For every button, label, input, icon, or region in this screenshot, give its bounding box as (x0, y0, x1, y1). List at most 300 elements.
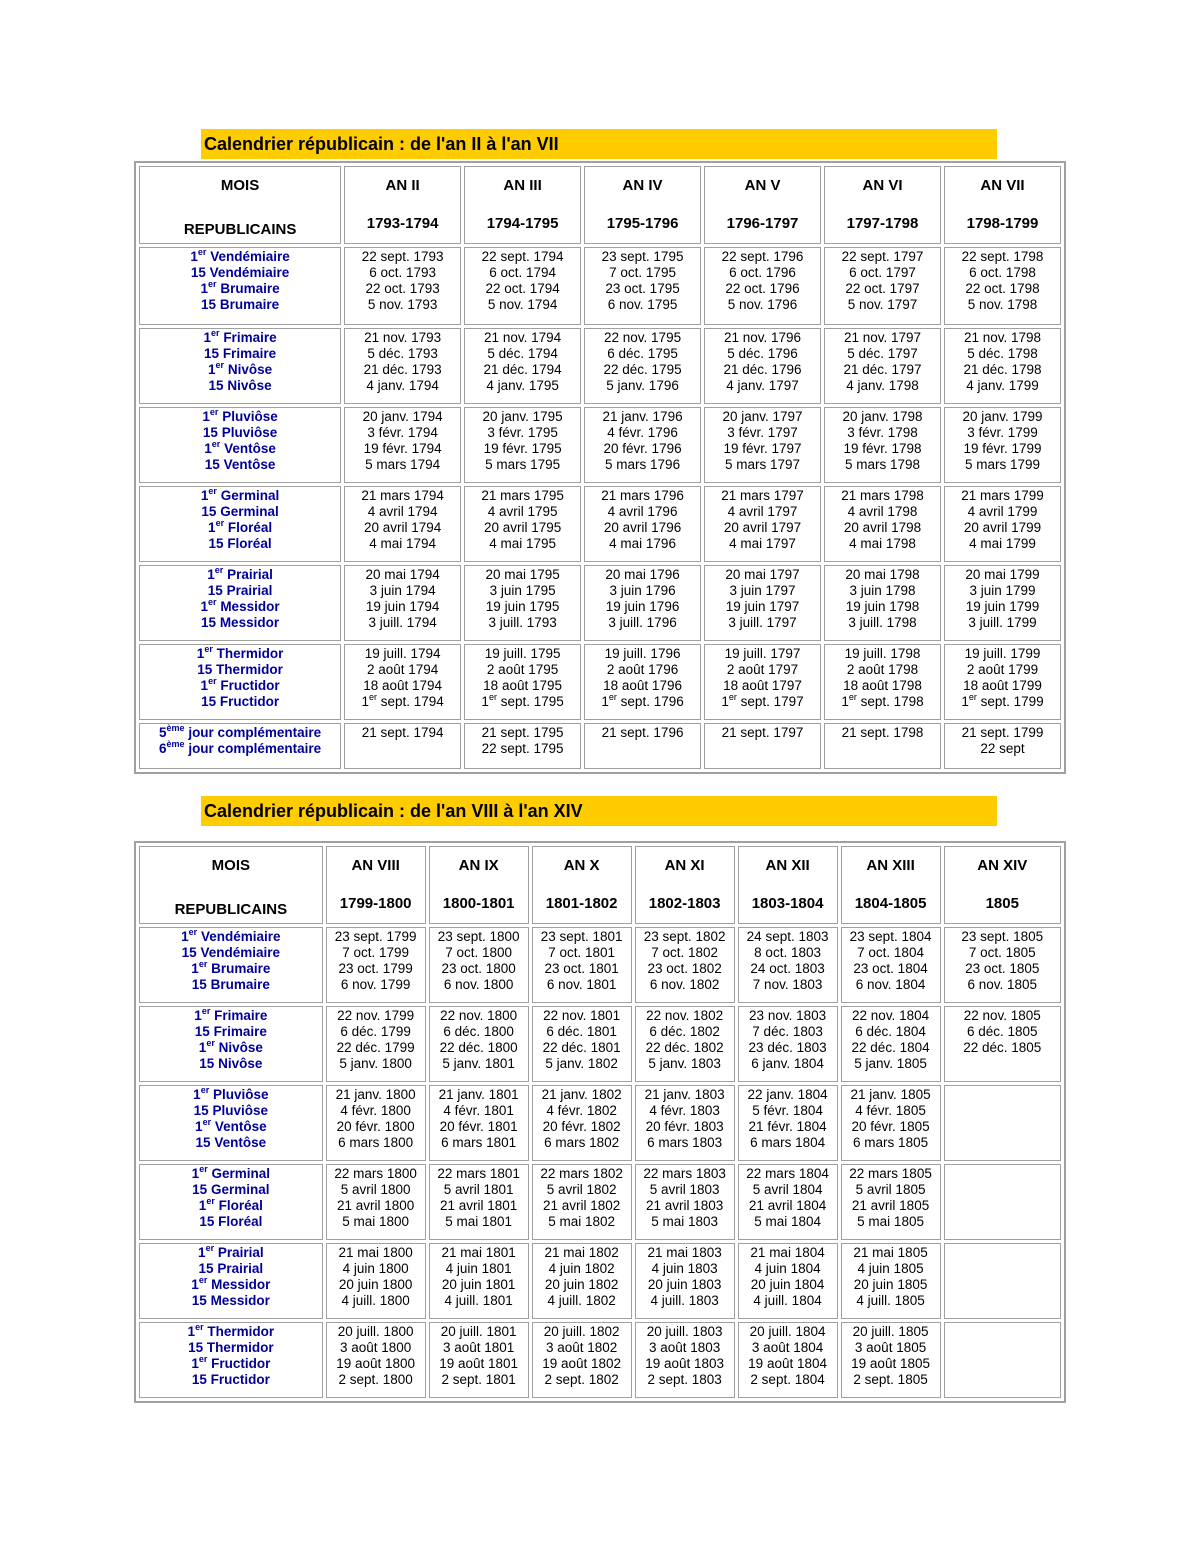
month-label-number: 15 Prairial (207, 583, 273, 598)
month-label (142, 929, 320, 945)
date-value: 21 sept. 1798 (841, 725, 924, 740)
month-label-text: Pluviôse (209, 1087, 269, 1102)
month-label-number: 1 (200, 488, 209, 503)
date-value: 6 déc. 1804 (855, 1024, 926, 1039)
month-label-number: 1 (200, 678, 209, 693)
date-value: 6 mars 1800 (338, 1135, 414, 1150)
date-value: 22 nov. 1802 (646, 1008, 724, 1023)
month-label-suffix: er (198, 1354, 208, 1364)
date-cell (824, 565, 941, 641)
month-label-text: Vendémiaire (206, 249, 290, 264)
month-label (142, 362, 338, 378)
date-value: 4 mai 1795 (489, 536, 556, 551)
year-header (944, 846, 1061, 924)
month-label-number: 15 Vendémiaire (181, 945, 280, 960)
date-cell (584, 486, 701, 562)
month-label-suffix: er (214, 565, 224, 575)
date-value: 20 févr. 1800 (336, 1119, 415, 1134)
date-cell (841, 1322, 941, 1398)
month-label (142, 1008, 320, 1024)
year-header (429, 846, 529, 924)
date-value: 4 juin 1803 (651, 1261, 718, 1276)
date-cell (841, 1243, 941, 1319)
date-value: 20 mai 1798 (845, 567, 920, 582)
month-label-number: 1 (181, 929, 189, 944)
table-row (139, 927, 1061, 1003)
date-value: 3 août 1801 (442, 1340, 515, 1355)
year-header-an: AN III (503, 177, 542, 194)
date-value: 5 mars 1797 (725, 457, 801, 472)
month-label (142, 346, 338, 362)
year-header-an: AN XI (664, 857, 705, 874)
date-value: 6 nov. 1799 (340, 977, 411, 992)
month-label-suffix: er (215, 518, 225, 528)
year-header-an: AN VI (862, 177, 903, 194)
year-header-years: 1794-1795 (486, 215, 559, 232)
month-label-cell (139, 1164, 323, 1240)
date-value: 3 août 1800 (339, 1340, 412, 1355)
date-value: 3 août 1805 (854, 1340, 927, 1355)
date-value: 5 janv. 1805 (854, 1056, 927, 1071)
date-value: 22 sept. 1793 (361, 249, 444, 264)
date-value: 21 avril 1805 (851, 1198, 930, 1213)
year-header-years: 1793-1794 (366, 215, 439, 232)
month-label (142, 1166, 320, 1182)
year-header-years: 1801-1802 (545, 895, 618, 912)
month-label (142, 457, 338, 473)
date-value: 3 févr. 1798 (847, 425, 918, 440)
year-header-an: AN XII (765, 857, 810, 874)
table-row (139, 328, 1061, 404)
date-value: 6 janv. 1804 (751, 1056, 824, 1071)
date-value: 22 mars 1800 (334, 1166, 417, 1181)
date-value: 19 juill. 1797 (724, 646, 801, 661)
month-label-number: 15 Floréal (199, 1214, 263, 1229)
date-value: 20 janv. 1794 (362, 409, 443, 424)
date-value: 19 juin 1798 (845, 599, 920, 614)
date-cell (704, 723, 821, 769)
date-value (587, 694, 698, 710)
date-value: 4 juill. 1803 (650, 1293, 719, 1308)
date-value: 23 déc. 1803 (748, 1040, 827, 1055)
date-cell (635, 1243, 735, 1319)
month-label-number: 15 Ventôse (204, 457, 276, 472)
month-label (142, 504, 338, 520)
month-header-line-1: MOIS (211, 857, 250, 874)
date-value: 5 janv. 1803 (648, 1056, 721, 1071)
date-value: 21 déc. 1797 (843, 362, 922, 377)
month-label-text: Fructidor (207, 1356, 271, 1371)
date-value: 5 déc. 1793 (367, 346, 438, 361)
date-value: 6 nov. 1800 (443, 977, 514, 992)
date-cell (738, 1085, 838, 1161)
date-value: 5 déc. 1794 (487, 346, 558, 361)
date-value: 23 sept. 1805 (961, 929, 1044, 944)
date-cell (704, 486, 821, 562)
date-value: 18 août 1798 (843, 678, 922, 693)
date-value: 4 janv. 1795 (486, 378, 559, 393)
date-value: 20 avril 1795 (483, 520, 562, 535)
month-label-cell (139, 247, 341, 325)
date-cell (532, 1164, 632, 1240)
month-label-text: Germinal (207, 1166, 270, 1181)
month-label-suffix: er (201, 1006, 211, 1016)
date-value: 2 sept. 1805 (853, 1372, 928, 1387)
date-value: 23 sept. 1799 (334, 929, 417, 944)
date-cell (429, 1322, 529, 1398)
date-cell (429, 1006, 529, 1082)
date-value: 22 nov. 1799 (337, 1008, 415, 1023)
month-label-suffix: er (197, 247, 207, 257)
date-value: 4 avril 1794 (367, 504, 438, 519)
date-value: 19 août 1802 (542, 1356, 622, 1371)
date-cell (944, 723, 1061, 769)
date-value: 23 sept. 1802 (643, 929, 726, 944)
date-value: 4 juin 1804 (754, 1261, 821, 1276)
date-value: 20 janv. 1795 (482, 409, 563, 424)
date-value: 20 juin 1802 (544, 1277, 619, 1292)
month-label (142, 1293, 320, 1309)
date-value-suffix: er (368, 692, 377, 702)
month-label (142, 249, 338, 265)
date-value (707, 694, 818, 710)
month-label-suffix: er (200, 1085, 210, 1095)
date-value: 4 avril 1795 (487, 504, 558, 519)
date-value-suffix: er (728, 692, 737, 702)
month-label-number: 15 Germinal (201, 504, 279, 519)
date-cell (464, 407, 581, 483)
date-value-number: 1 (841, 694, 849, 709)
date-value: 3 juin 1799 (969, 583, 1036, 598)
date-value: 21 mars 1794 (361, 488, 444, 503)
year-header-years: 1797-1798 (846, 215, 919, 232)
date-value: 21 mars 1798 (841, 488, 924, 503)
date-value: 21 avril 1803 (645, 1198, 724, 1213)
date-cell (944, 644, 1061, 720)
year-header-an: AN IX (458, 857, 499, 874)
date-value-text: sept. 1798 (856, 694, 924, 709)
month-label (142, 977, 320, 993)
month-header-line-2: REPUBLICAINS (174, 901, 288, 918)
date-value: 3 juin 1796 (609, 583, 676, 598)
date-value: 4 juill. 1805 (856, 1293, 925, 1308)
month-label-number: 15 Brumaire (191, 977, 270, 992)
date-value: 19 août 1800 (336, 1356, 416, 1371)
date-value: 20 juin 1800 (338, 1277, 413, 1292)
date-cell (584, 565, 701, 641)
date-value: 5 nov. 1796 (727, 297, 798, 312)
date-value: 19 juin 1794 (365, 599, 440, 614)
date-cell (635, 927, 735, 1003)
table-1-title: Calendrier républicain : de l'an II à l'an VII (201, 129, 997, 159)
date-value: 20 avril 1797 (723, 520, 802, 535)
date-value: 5 avril 1800 (340, 1182, 411, 1197)
date-value-number: 1 (361, 694, 369, 709)
date-cell (429, 1243, 529, 1319)
month-label (142, 583, 338, 599)
date-value: 20 juill. 1802 (543, 1324, 620, 1339)
date-value: 20 janv. 1798 (842, 409, 923, 424)
month-label-suffix: er (202, 1117, 212, 1127)
date-value (467, 694, 578, 710)
date-value: 6 oct. 1797 (849, 265, 916, 280)
date-value: 6 oct. 1796 (729, 265, 796, 280)
date-value: 4 févr. 1801 (443, 1103, 514, 1118)
month-label-number: 1 (187, 1324, 196, 1339)
table-row (139, 1085, 1061, 1161)
month-label (142, 1040, 320, 1056)
month-header-line-2: REPUBLICAINS (183, 221, 297, 238)
date-value: 4 juill. 1802 (547, 1293, 616, 1308)
date-value: 6 déc. 1805 (967, 1024, 1038, 1039)
year-header-an: AN V (744, 177, 781, 194)
date-value: 23 sept. 1795 (601, 249, 684, 264)
month-label-suffix: er (211, 439, 221, 449)
month-header (139, 846, 323, 924)
date-value: 21 nov. 1797 (843, 330, 922, 345)
date-value: 4 févr. 1803 (649, 1103, 720, 1118)
month-label-number: 1 (200, 599, 209, 614)
date-value: 21 mai 1801 (441, 1245, 516, 1260)
month-label-number: 1 (193, 1087, 201, 1102)
date-cell (344, 486, 461, 562)
month-label (142, 1056, 320, 1072)
date-value: 21 mars 1796 (601, 488, 684, 503)
date-value: 7 oct. 1804 (857, 945, 924, 960)
month-label-cell (139, 927, 323, 1003)
date-cell (464, 328, 581, 404)
date-value: 22 sept. 1798 (961, 249, 1044, 264)
year-header-an: AN VII (980, 177, 1025, 194)
date-cell (584, 723, 701, 769)
date-cell (635, 1322, 735, 1398)
year-header (635, 846, 735, 924)
year-header-an: AN IV (622, 177, 663, 194)
date-value: 22 nov. 1801 (543, 1008, 621, 1023)
date-value: 22 sept. 1794 (481, 249, 564, 264)
month-label-text: jour complémentaire (184, 741, 322, 756)
month-label (142, 599, 338, 615)
date-value: 20 mai 1795 (485, 567, 560, 582)
month-label-number: 1 (191, 1277, 199, 1292)
date-cell (344, 565, 461, 641)
date-value: 21 janv. 1800 (335, 1087, 416, 1102)
month-label-suffix: er (206, 1196, 215, 1206)
month-label (142, 1261, 320, 1277)
date-value: 4 avril 1798 (847, 504, 918, 519)
date-value: 4 janv. 1799 (966, 378, 1039, 393)
date-value: 4 févr. 1802 (546, 1103, 617, 1118)
date-value: 23 sept. 1804 (849, 929, 932, 944)
month-label-number: 1 (208, 520, 216, 535)
date-cell (944, 328, 1061, 404)
date-cell (944, 407, 1061, 483)
date-value: 5 mars 1796 (605, 457, 681, 472)
date-value: 19 août 1804 (748, 1356, 827, 1371)
table-row (139, 247, 1061, 325)
date-cell (944, 1085, 1061, 1161)
date-value: 19 juill. 1796 (604, 646, 681, 661)
month-label-number: 1 (195, 1119, 203, 1134)
month-label-cell (139, 1322, 323, 1398)
date-value: 22 oct. 1798 (965, 281, 1040, 296)
month-label-suffix: er (211, 328, 220, 338)
date-value: 22 déc. 1800 (439, 1040, 518, 1055)
date-value: 5 mai 1800 (342, 1214, 410, 1229)
year-header (344, 166, 461, 244)
year-header-an: AN VIII (351, 857, 400, 874)
month-label (142, 1135, 320, 1151)
month-label (142, 945, 320, 961)
month-label-text: Vendémiaire (197, 929, 281, 944)
date-cell (824, 328, 941, 404)
date-value: 7 oct. 1805 (968, 945, 1036, 960)
month-label-number: 15 Thermidor (197, 662, 283, 677)
date-value: 21 mai 1800 (338, 1245, 413, 1260)
date-value: 22 mars 1804 (746, 1166, 829, 1181)
month-label (142, 1119, 320, 1135)
date-value: 22 mars 1805 (849, 1166, 932, 1181)
month-label-text: Frimaire (219, 330, 277, 345)
month-label-cell (139, 1085, 323, 1161)
date-value: 20 avril 1796 (603, 520, 682, 535)
month-label-text: Prairial (214, 1245, 264, 1260)
date-value: 5 janv. 1802 (545, 1056, 618, 1071)
date-cell (738, 1322, 838, 1398)
date-value: 20 févr. 1805 (851, 1119, 930, 1134)
date-value: 20 juin 1801 (441, 1277, 516, 1292)
date-value: 18 août 1797 (723, 678, 802, 693)
month-label-number: 1 (194, 1008, 202, 1023)
date-cell (429, 927, 529, 1003)
date-value-suffix: er (968, 692, 977, 702)
date-value: 6 nov. 1795 (607, 297, 678, 312)
date-cell (429, 1164, 529, 1240)
date-value: 4 mai 1796 (609, 536, 676, 551)
date-value: 23 oct. 1801 (544, 961, 619, 976)
date-value: 22 janv. 1804 (747, 1087, 828, 1102)
date-value: 20 juin 1803 (647, 1277, 722, 1292)
month-label (142, 1103, 320, 1119)
date-value-text: sept. 1799 (976, 694, 1044, 709)
date-cell (824, 723, 941, 769)
date-value: 20 juill. 1804 (749, 1324, 826, 1339)
date-value: 22 oct. 1793 (365, 281, 440, 296)
month-label-number: 15 Prairial (198, 1261, 264, 1276)
date-cell (532, 1322, 632, 1398)
date-cell (584, 247, 701, 325)
month-label-suffix: er (204, 644, 213, 654)
date-value: 22 mars 1801 (437, 1166, 520, 1181)
date-value: 2 sept. 1801 (441, 1372, 516, 1387)
date-value: 22 nov. 1805 (963, 1008, 1041, 1023)
month-label-text: Nivôse (214, 1040, 263, 1055)
year-header-years: 1799-1800 (339, 895, 412, 912)
date-value: 22 oct. 1794 (485, 281, 560, 296)
date-value: 19 août 1803 (645, 1356, 725, 1371)
date-value: 20 janv. 1797 (722, 409, 803, 424)
date-cell (584, 644, 701, 720)
month-label-text: Messidor (207, 1277, 271, 1292)
year-header (704, 166, 821, 244)
date-value: 22 déc. 1804 (851, 1040, 930, 1055)
month-label (142, 615, 338, 631)
date-value: 5 nov. 1793 (367, 297, 438, 312)
date-cell (532, 1085, 632, 1161)
date-cell (326, 1164, 426, 1240)
date-cell (464, 723, 581, 769)
date-value: 20 juill. 1805 (852, 1324, 929, 1339)
date-value: 5 nov. 1797 (847, 297, 918, 312)
date-value: 23 oct. 1800 (441, 961, 516, 976)
month-label (142, 1372, 320, 1388)
month-label (142, 1340, 320, 1356)
month-label-suffix: er (195, 1322, 204, 1332)
date-cell (738, 1243, 838, 1319)
date-value: 23 sept. 1801 (540, 929, 623, 944)
table-row (139, 1006, 1061, 1082)
date-value: 3 juill. 1799 (968, 615, 1037, 630)
date-value: 5 mars 1794 (365, 457, 441, 472)
month-label-text: Ventôse (211, 1119, 267, 1134)
date-value: 21 janv. 1803 (644, 1087, 725, 1102)
date-cell (841, 1085, 941, 1161)
year-header-years: 1800-1801 (442, 895, 515, 912)
table-row (139, 1164, 1061, 1240)
date-value: 20 mai 1799 (965, 567, 1040, 582)
date-value: 4 juill. 1800 (341, 1293, 410, 1308)
date-value: 18 août 1799 (963, 678, 1042, 693)
date-cell (704, 565, 821, 641)
date-value: 23 oct. 1795 (605, 281, 680, 296)
date-cell (344, 247, 461, 325)
date-value: 6 déc. 1800 (443, 1024, 514, 1039)
date-value: 6 nov. 1805 (967, 977, 1038, 992)
date-value: 23 oct. 1805 (965, 961, 1040, 976)
month-label-number: 15 Floréal (208, 536, 272, 551)
date-value: 5 avril 1801 (443, 1182, 514, 1197)
month-label-suffix: ème (166, 723, 185, 733)
year-header-years: 1802-1803 (648, 895, 721, 912)
month-label-number: 15 Fructidor (201, 694, 280, 709)
date-cell (326, 1243, 426, 1319)
month-label-number: 1 (200, 281, 209, 296)
date-value: 7 oct. 1799 (342, 945, 410, 960)
date-value-text: sept. 1795 (496, 694, 564, 709)
date-value: 22 déc. 1801 (542, 1040, 621, 1055)
date-value-suffix: er (488, 692, 497, 702)
date-value: 19 juin 1795 (485, 599, 560, 614)
date-value: 19 juill. 1798 (844, 646, 921, 661)
year-header-an: AN XIII (866, 857, 915, 874)
year-header (464, 166, 581, 244)
date-value: 21 nov. 1798 (963, 330, 1042, 345)
date-cell (532, 1243, 632, 1319)
date-cell (944, 565, 1061, 641)
table-row (139, 1322, 1061, 1398)
date-value: 5 nov. 1798 (967, 297, 1038, 312)
month-label-number: 15 Fructidor (191, 1372, 270, 1387)
date-value: 3 juill. 1796 (608, 615, 677, 630)
year-header (532, 846, 632, 924)
date-value: 22 déc. 1795 (603, 362, 682, 377)
date-value: 20 juill. 1801 (440, 1324, 517, 1339)
date-value: 2 sept. 1800 (338, 1372, 413, 1387)
date-value: 22 déc. 1799 (336, 1040, 415, 1055)
month-label (142, 1356, 320, 1372)
date-value: 5 mai 1805 (857, 1214, 924, 1229)
month-label-number: 1 (204, 441, 212, 456)
